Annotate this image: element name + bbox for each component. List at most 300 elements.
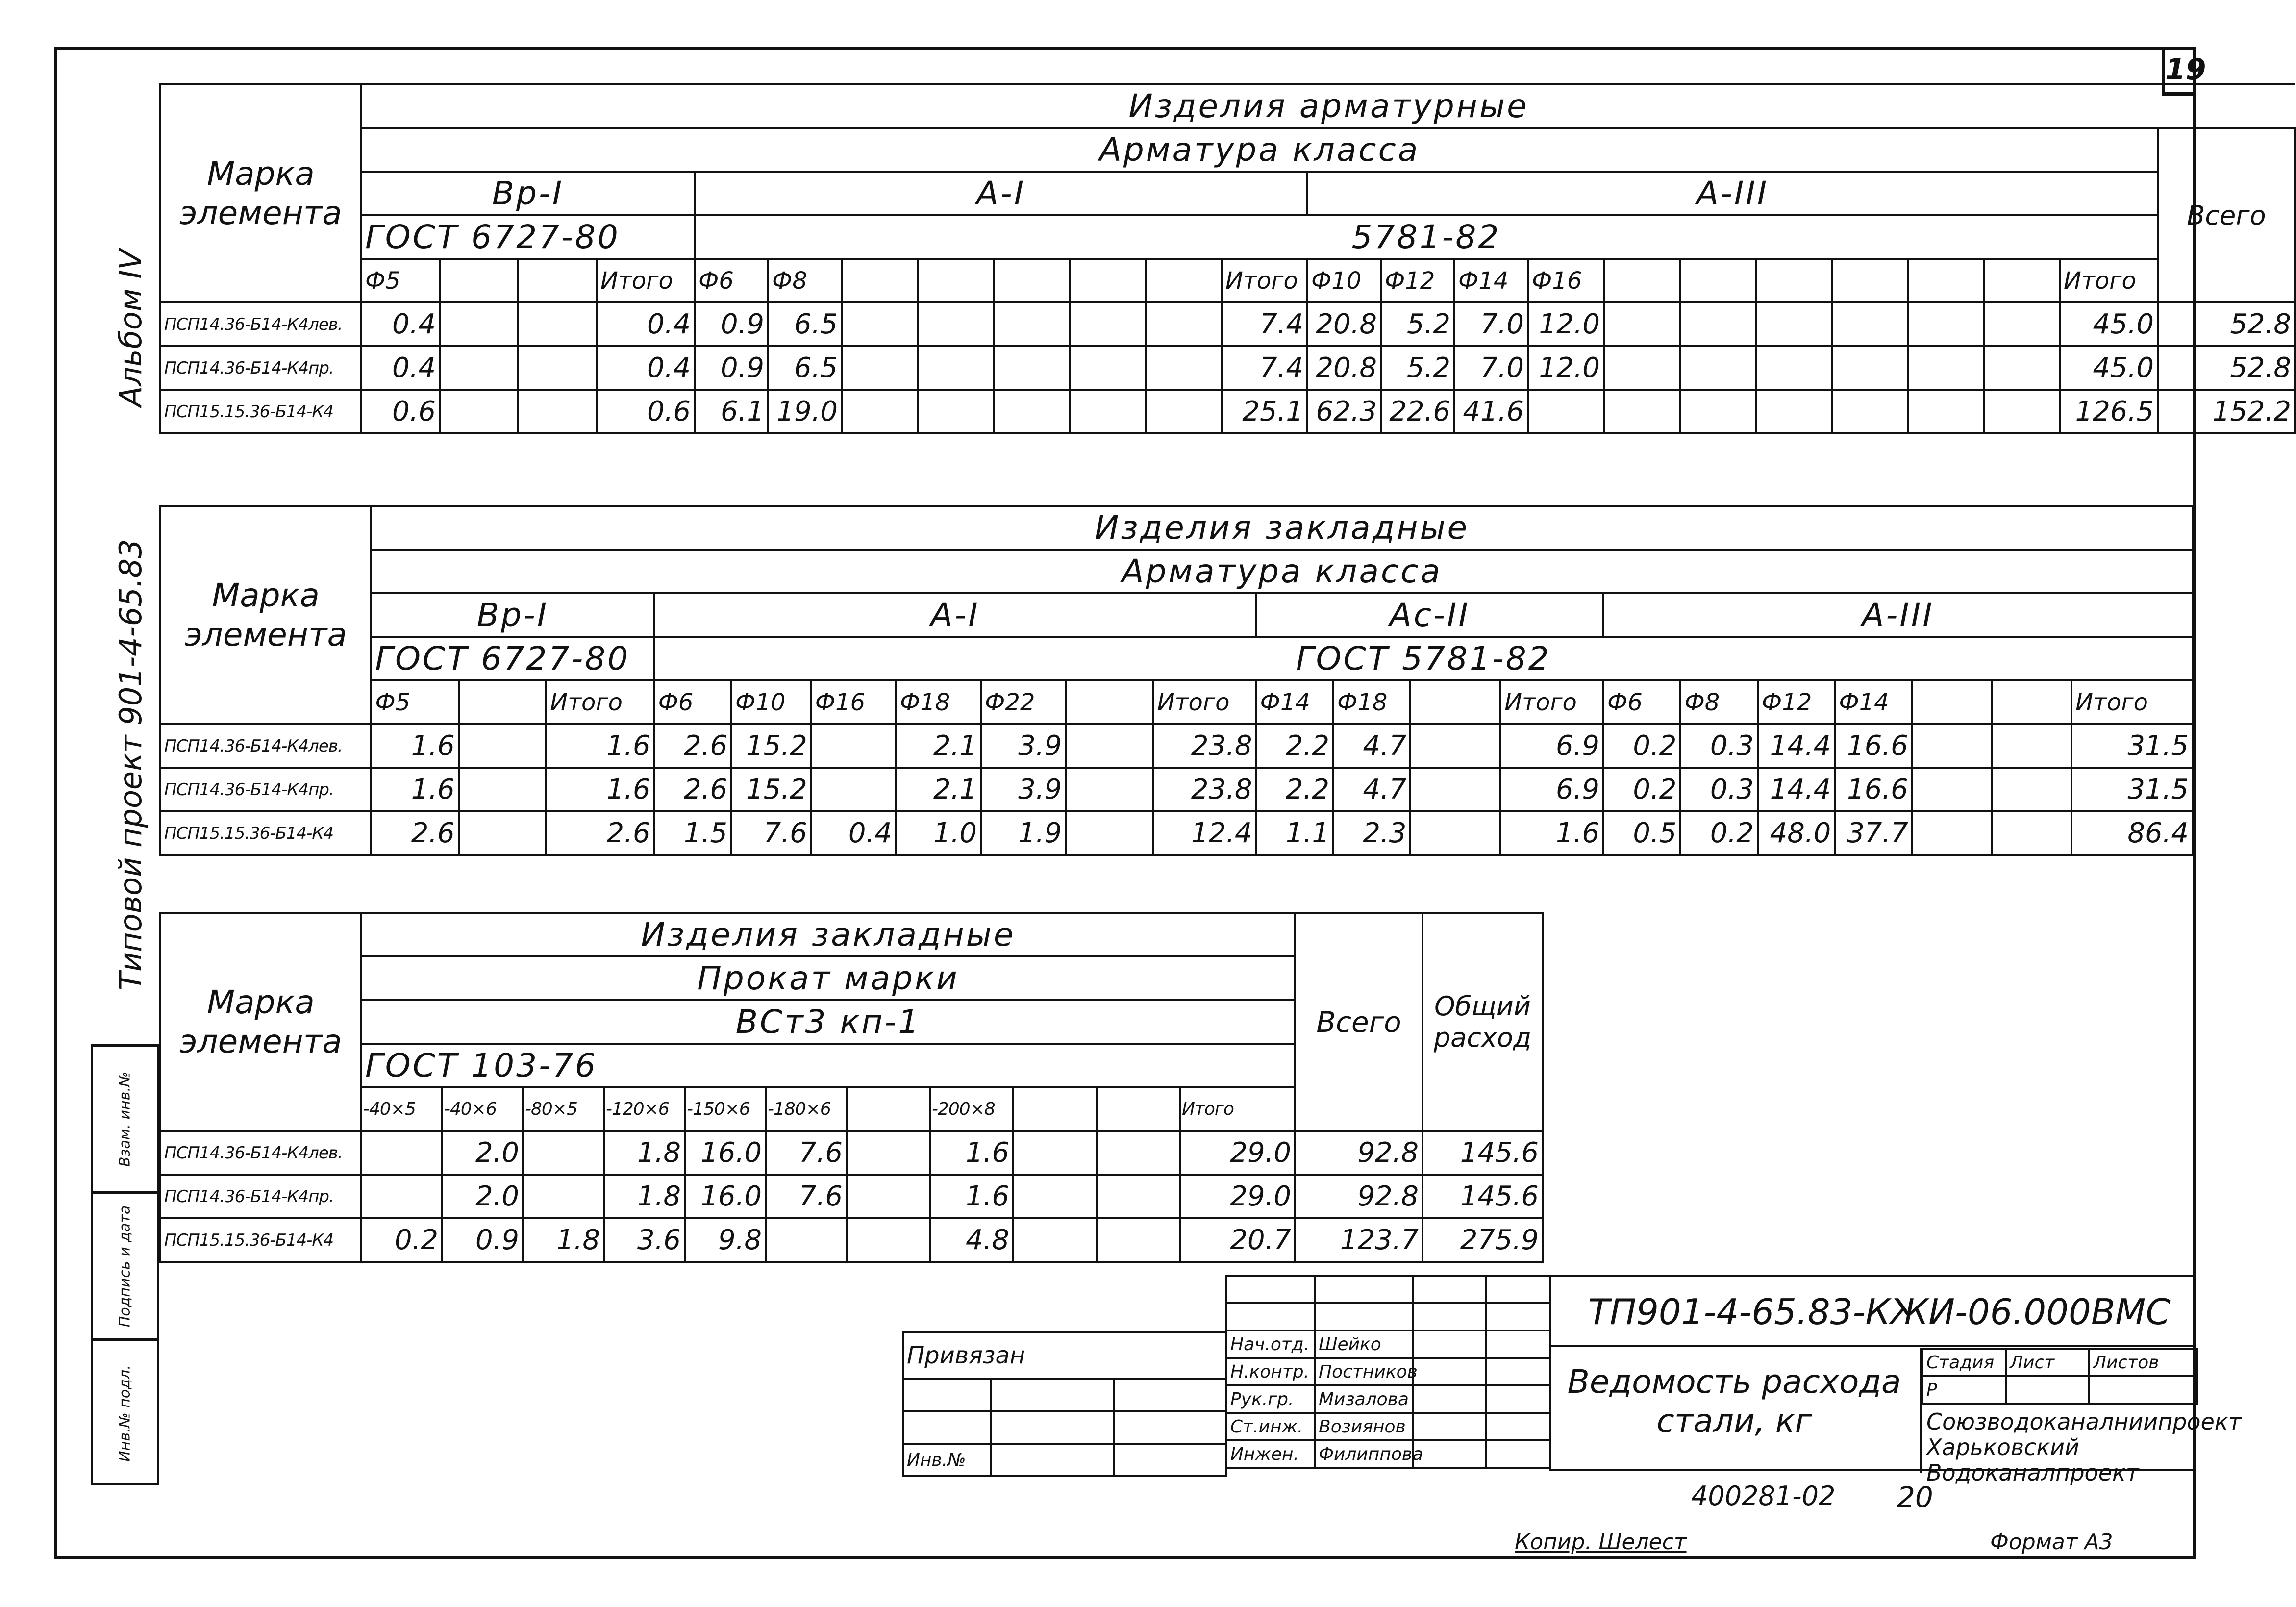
t3-col-header: -180×6	[766, 1087, 847, 1131]
archive-number: 400281-02	[1691, 1481, 1836, 1511]
privyazan-label: Привязан	[903, 1332, 1226, 1379]
t3-col-header: -150×6	[685, 1087, 766, 1131]
row-value: 1.6	[371, 724, 458, 768]
t3-steel: ВСт3 кп-1	[361, 1000, 1295, 1044]
row-value	[994, 346, 1070, 390]
row-value	[842, 302, 918, 346]
row-value: 12.0	[1528, 346, 1604, 390]
row-value: 1.6	[371, 768, 458, 811]
row-value: 2.2	[1256, 768, 1333, 811]
stamp-cell-2: Подпись и дата	[116, 1205, 134, 1327]
t1-col-header	[1070, 259, 1146, 302]
row-value: 0.6	[597, 390, 695, 433]
t2-col-header: Итого	[1500, 680, 1603, 724]
t1-col-header: Итого	[597, 259, 695, 302]
row-value: 1.0	[896, 811, 981, 855]
t2-col-header: Итого	[1153, 680, 1256, 724]
row-value	[1146, 302, 1222, 346]
stage-header: Стадия	[1922, 1349, 2006, 1376]
row-value	[1908, 302, 1984, 346]
table-row	[160, 390, 2295, 433]
t2-col-header: Ф10	[731, 680, 811, 724]
table-embedded-rolled-steel	[159, 912, 1544, 1263]
t2-col-header: Ф22	[981, 680, 1066, 724]
row-mark: ПСП14.36-Б14-К4пр.	[160, 1175, 361, 1218]
t1-col-header	[1146, 259, 1222, 302]
row-value	[1984, 302, 2060, 346]
row-value: 2.6	[654, 768, 731, 811]
row-value: 0.9	[695, 346, 768, 390]
row-value	[1066, 724, 1153, 768]
t1-col-header	[518, 259, 597, 302]
row-value: 7.4	[1222, 302, 1307, 346]
t2-col-header: Ф6	[654, 680, 731, 724]
row-value: 1.6	[930, 1131, 1013, 1175]
t2-class-vr1: Вр-I	[371, 593, 654, 637]
row-value: 20.8	[1307, 302, 1381, 346]
row-value: 12.4	[1153, 811, 1256, 855]
table-row	[160, 768, 2193, 811]
table-row	[160, 811, 2193, 855]
role-0: Нач.отд.	[1226, 1331, 1315, 1358]
row-value	[994, 302, 1070, 346]
page-number: 19	[2162, 47, 2196, 96]
t3-col-header	[847, 1087, 930, 1131]
row-value: 7.6	[766, 1131, 847, 1175]
table-row	[160, 302, 2295, 346]
table-row	[160, 1131, 1543, 1175]
row-value: 0.9	[442, 1218, 523, 1262]
t1-subtitle: Арматура класса	[361, 128, 2158, 172]
row-value: 0.3	[1680, 724, 1757, 768]
row-value	[518, 302, 597, 346]
row-value	[1912, 768, 1992, 811]
sheets-header: Листов	[2089, 1349, 2197, 1376]
t1-col-header: Итого	[1222, 259, 1307, 302]
row-value	[1097, 1218, 1180, 1262]
row-total: 92.8	[1295, 1131, 1423, 1175]
t3-mark-header: Марка элемента	[160, 913, 361, 1131]
row-value	[1832, 390, 1908, 433]
row-value: 2.0	[442, 1175, 523, 1218]
row-value: 0.4	[361, 302, 440, 346]
row-value: 16.0	[685, 1175, 766, 1218]
row-value: 7.0	[1454, 346, 1528, 390]
row-value	[1013, 1131, 1097, 1175]
row-value	[523, 1175, 604, 1218]
t2-col-header: Итого	[2071, 680, 2193, 724]
row-value	[1680, 346, 1756, 390]
row-value: 20.8	[1307, 346, 1381, 390]
t1-col-header: Ф16	[1528, 259, 1604, 302]
row-value	[1097, 1175, 1180, 1218]
table-reinforcement-products	[159, 83, 2296, 434]
row-value: 48.0	[1758, 811, 1835, 855]
t1-standard-1: ГОСТ 6727-80	[361, 215, 695, 259]
t2-standard-2: ГОСТ 5781-82	[654, 637, 2193, 680]
table-row	[160, 1175, 1543, 1218]
row-value	[440, 390, 518, 433]
row-value	[1410, 768, 1500, 811]
t1-col-header	[842, 259, 918, 302]
row-value: 4.8	[930, 1218, 1013, 1262]
row-value	[1066, 768, 1153, 811]
name-3: Возиянов	[1315, 1413, 1413, 1440]
row-value	[1984, 346, 2060, 390]
row-value: 37.7	[1835, 811, 1912, 855]
row-value: 16.6	[1835, 768, 1912, 811]
row-value: 15.2	[731, 724, 811, 768]
t1-col-header: Ф5	[361, 259, 440, 302]
t1-col-header: Ф8	[768, 259, 842, 302]
row-value	[918, 346, 994, 390]
row-value: 2.6	[371, 811, 458, 855]
t1-class-a1: А-I	[695, 172, 1307, 215]
row-value: 19.0	[768, 390, 842, 433]
t2-class-a3: А-III	[1603, 593, 2193, 637]
row-value: 0.4	[597, 302, 695, 346]
row-value: 6.9	[1500, 724, 1603, 768]
row-mark: ПСП14.36-Б14-К4лев.	[160, 302, 361, 346]
row-value	[811, 768, 896, 811]
t1-class-a3: А-III	[1307, 172, 2158, 215]
row-value: 0.2	[1680, 811, 1757, 855]
document-code: ТП901-4-65.83-КЖИ-06.000ВМС	[1588, 1291, 2171, 1332]
row-value: 6.5	[768, 302, 842, 346]
t1-standard-2: 5781-82	[695, 215, 2158, 259]
row-value	[1756, 302, 1832, 346]
row-value	[459, 724, 546, 768]
t1-col-header: Итого	[2060, 259, 2158, 302]
row-value	[361, 1175, 442, 1218]
t2-col-header: Ф16	[811, 680, 896, 724]
row-value: 45.0	[2060, 346, 2158, 390]
row-value	[1604, 302, 1680, 346]
t2-col-header: Ф14	[1256, 680, 1333, 724]
row-value: 20.7	[1180, 1218, 1295, 1262]
row-value	[1146, 346, 1222, 390]
row-grand: 275.9	[1423, 1218, 1543, 1262]
row-value: 1.8	[604, 1131, 685, 1175]
row-value: 1.6	[930, 1175, 1013, 1218]
row-value: 16.6	[1835, 724, 1912, 768]
row-value	[1604, 346, 1680, 390]
t2-col-header	[1992, 680, 2071, 724]
row-value	[1070, 346, 1146, 390]
approval-stamp-strip	[91, 1044, 159, 1485]
t3-grand-header: Общий расход	[1423, 913, 1543, 1131]
t2-mark-header: Марка элемента	[160, 506, 371, 724]
row-value: 15.2	[731, 768, 811, 811]
row-value: 3.9	[981, 768, 1066, 811]
name-4: Филиппова	[1315, 1440, 1413, 1468]
row-value	[1066, 811, 1153, 855]
row-value	[1992, 724, 2071, 768]
t1-mark-header: Марка элемента	[160, 84, 361, 302]
row-value: 1.5	[654, 811, 731, 855]
row-value: 23.8	[1153, 724, 1256, 768]
table-row	[160, 724, 2193, 768]
row-value	[361, 1131, 442, 1175]
t2-col-header: Ф6	[1603, 680, 1680, 724]
row-value	[1912, 811, 1992, 855]
row-value: 2.3	[1333, 811, 1410, 855]
t2-class-ac2: Ас-II	[1256, 593, 1603, 637]
t1-col-header	[1680, 259, 1756, 302]
stage-table	[1922, 1348, 2198, 1405]
row-value	[440, 346, 518, 390]
t3-total-header: Всего	[1295, 913, 1423, 1131]
name-2: Мизалова	[1315, 1385, 1413, 1413]
row-mark: ПСП15.15.36-Б14-К4	[160, 390, 361, 433]
t2-standard-1: ГОСТ 6727-80	[371, 637, 654, 680]
t2-col-header: Итого	[546, 680, 654, 724]
row-value	[766, 1218, 847, 1262]
row-value	[523, 1131, 604, 1175]
row-value	[1756, 390, 1832, 433]
row-total: 52.8	[2158, 302, 2295, 346]
row-value	[1013, 1218, 1097, 1262]
row-value: 0.2	[1603, 768, 1680, 811]
row-value: 7.4	[1222, 346, 1307, 390]
row-value	[518, 346, 597, 390]
row-value: 7.6	[766, 1175, 847, 1218]
t1-col-header	[1908, 259, 1984, 302]
row-value: 1.9	[981, 811, 1066, 855]
row-value	[1680, 390, 1756, 433]
t2-col-header: Ф12	[1758, 680, 1835, 724]
t3-col-header: -40×5	[361, 1087, 442, 1131]
row-value: 29.0	[1180, 1175, 1295, 1218]
row-value: 0.5	[1603, 811, 1680, 855]
t1-col-header	[994, 259, 1070, 302]
t1-col-header: Ф10	[1307, 259, 1381, 302]
t2-col-header	[1066, 680, 1153, 724]
row-value: 3.6	[604, 1218, 685, 1262]
album-label: Альбом IV	[113, 249, 149, 407]
row-value: 25.1	[1222, 390, 1307, 433]
row-value	[994, 390, 1070, 433]
row-value	[842, 390, 918, 433]
row-value: 29.0	[1180, 1131, 1295, 1175]
row-value	[847, 1218, 930, 1262]
copied-by: Копир. Шелест	[1515, 1530, 1687, 1555]
row-value	[1832, 302, 1908, 346]
row-value: 0.2	[361, 1218, 442, 1262]
t2-class-a1: А-I	[654, 593, 1256, 637]
row-value	[1912, 724, 1992, 768]
row-value: 23.8	[1153, 768, 1256, 811]
t1-col-header	[1604, 259, 1680, 302]
row-value	[1070, 302, 1146, 346]
row-value: 86.4	[2071, 811, 2193, 855]
t2-col-header	[1410, 680, 1500, 724]
row-value: 0.6	[361, 390, 440, 433]
row-value	[459, 768, 546, 811]
format-label: Формат А3	[1990, 1530, 2113, 1555]
t1-col-header	[440, 259, 518, 302]
row-value	[847, 1131, 930, 1175]
row-value: 1.8	[604, 1175, 685, 1218]
row-value: 7.0	[1454, 302, 1528, 346]
row-value: 12.0	[1528, 302, 1604, 346]
row-value: 1.6	[546, 768, 654, 811]
row-value	[1070, 390, 1146, 433]
organization: Союзводоканалниипроект Харьковский Водоканалпроект	[1926, 1408, 2242, 1486]
document-title: Ведомость расхода стали, кг	[1549, 1348, 1922, 1473]
name-1: Постников	[1315, 1358, 1413, 1385]
row-value	[1097, 1131, 1180, 1175]
t1-col-header: Ф6	[695, 259, 768, 302]
row-value	[847, 1175, 930, 1218]
row-value	[1528, 390, 1604, 433]
row-value: 1.8	[523, 1218, 604, 1262]
row-mark: ПСП14.36-Б14-К4пр.	[160, 346, 361, 390]
role-4: Инжен.	[1226, 1440, 1315, 1468]
binding-table	[902, 1331, 1227, 1477]
row-total: 92.8	[1295, 1175, 1423, 1218]
row-value	[1832, 346, 1908, 390]
row-value	[1908, 390, 1984, 433]
table-embedded-rebar	[159, 505, 2194, 856]
row-value: 31.5	[2071, 768, 2193, 811]
stamp-cell-1: Взам. инв.№	[116, 1071, 134, 1167]
t3-col-header: -120×6	[604, 1087, 685, 1131]
row-value: 0.3	[1680, 768, 1757, 811]
row-mark: ПСП15.15.36-Б14-К4	[160, 811, 371, 855]
role-3: Ст.инж.	[1226, 1413, 1315, 1440]
t1-col-header	[1832, 259, 1908, 302]
t3-col-header	[1013, 1087, 1097, 1131]
role-2: Рук.гр.	[1226, 1385, 1315, 1413]
row-value	[842, 346, 918, 390]
t1-total-header: Всего	[2158, 128, 2295, 302]
row-mark: ПСП14.36-Б14-К4пр.	[160, 768, 371, 811]
row-value	[440, 302, 518, 346]
row-value	[1756, 346, 1832, 390]
stage-value: Р	[1922, 1376, 2006, 1404]
row-value: 6.9	[1500, 768, 1603, 811]
row-value: 4.7	[1333, 724, 1410, 768]
sheet-header: Лист	[2006, 1349, 2089, 1376]
row-value	[1604, 390, 1680, 433]
row-total: 152.2	[2158, 390, 2295, 433]
row-value: 1.6	[1500, 811, 1603, 855]
row-value	[459, 811, 546, 855]
row-value	[1992, 768, 2071, 811]
row-value	[1992, 811, 2071, 855]
t2-title: Изделия закладные	[371, 506, 2193, 550]
row-value: 22.6	[1381, 390, 1454, 433]
t2-subtitle: Арматура класса	[371, 550, 2193, 593]
t3-subtitle: Прокат марки	[361, 956, 1295, 1000]
signature-table	[1225, 1275, 1551, 1469]
project-label: Типовой проект 901-4-65.83	[113, 539, 149, 990]
row-value: 2.2	[1256, 724, 1333, 768]
t2-col-header	[459, 680, 546, 724]
row-value: 4.7	[1333, 768, 1410, 811]
row-value	[1908, 346, 1984, 390]
t1-title: Изделия арматурные	[361, 84, 2295, 128]
row-value	[918, 302, 994, 346]
role-1: Н.контр.	[1226, 1358, 1315, 1385]
row-mark: ПСП14.36-Б14-К4лев.	[160, 724, 371, 768]
title-main	[1549, 1275, 2242, 1486]
row-value: 31.5	[2071, 724, 2193, 768]
table-row	[160, 346, 2295, 390]
row-value: 14.4	[1758, 724, 1835, 768]
row-value: 14.4	[1758, 768, 1835, 811]
row-value: 1.1	[1256, 811, 1333, 855]
row-grand: 145.6	[1423, 1131, 1543, 1175]
footer-sheet: 20	[1897, 1481, 1933, 1514]
t3-col-header: -80×5	[523, 1087, 604, 1131]
row-value: 0.9	[695, 302, 768, 346]
table-row	[160, 1218, 1543, 1262]
t2-col-header	[1912, 680, 1992, 724]
row-value: 0.2	[1603, 724, 1680, 768]
row-value	[1984, 390, 2060, 433]
t2-col-header: Ф18	[1333, 680, 1410, 724]
t2-col-header: Ф8	[1680, 680, 1757, 724]
row-value: 41.6	[1454, 390, 1528, 433]
name-0: Шейко	[1315, 1331, 1413, 1358]
t1-col-header	[1984, 259, 2060, 302]
row-value: 6.5	[768, 346, 842, 390]
row-value	[1013, 1175, 1097, 1218]
row-value: 0.4	[811, 811, 896, 855]
row-value: 16.0	[685, 1131, 766, 1175]
row-value: 2.1	[896, 724, 981, 768]
t3-standard: ГОСТ 103-76	[361, 1044, 1295, 1087]
row-total: 123.7	[1295, 1218, 1423, 1262]
t1-col-header	[1756, 259, 1832, 302]
t3-col-header: -40×6	[442, 1087, 523, 1131]
row-value: 2.1	[896, 768, 981, 811]
row-value	[1146, 390, 1222, 433]
row-value: 3.9	[981, 724, 1066, 768]
t1-col-header: Ф14	[1454, 259, 1528, 302]
row-value	[1680, 302, 1756, 346]
row-value: 6.1	[695, 390, 768, 433]
row-mark: ПСП15.15.36-Б14-К4	[160, 1218, 361, 1262]
t2-col-header: Ф18	[896, 680, 981, 724]
stamp-cell-3: Инв.№ подл.	[116, 1364, 134, 1462]
row-value: 45.0	[2060, 302, 2158, 346]
row-grand: 145.6	[1423, 1175, 1543, 1218]
row-value: 0.4	[597, 346, 695, 390]
row-value: 5.2	[1381, 346, 1454, 390]
row-total: 52.8	[2158, 346, 2295, 390]
row-value: 2.0	[442, 1131, 523, 1175]
t3-col-header: Итого	[1180, 1087, 1295, 1131]
row-value: 62.3	[1307, 390, 1381, 433]
row-value	[811, 724, 896, 768]
row-value: 2.6	[654, 724, 731, 768]
t1-class-vr1: Вр-I	[361, 172, 695, 215]
t1-col-header	[918, 259, 994, 302]
t1-col-header: Ф12	[1381, 259, 1454, 302]
row-mark: ПСП14.36-Б14-К4лев.	[160, 1131, 361, 1175]
row-value: 0.4	[361, 346, 440, 390]
row-value: 126.5	[2060, 390, 2158, 433]
t2-col-header: Ф5	[371, 680, 458, 724]
row-value: 2.6	[546, 811, 654, 855]
inv-label: Инв.№	[903, 1444, 991, 1476]
t3-col-header	[1097, 1087, 1180, 1131]
row-value: 9.8	[685, 1218, 766, 1262]
t3-col-header: -200×8	[930, 1087, 1013, 1131]
